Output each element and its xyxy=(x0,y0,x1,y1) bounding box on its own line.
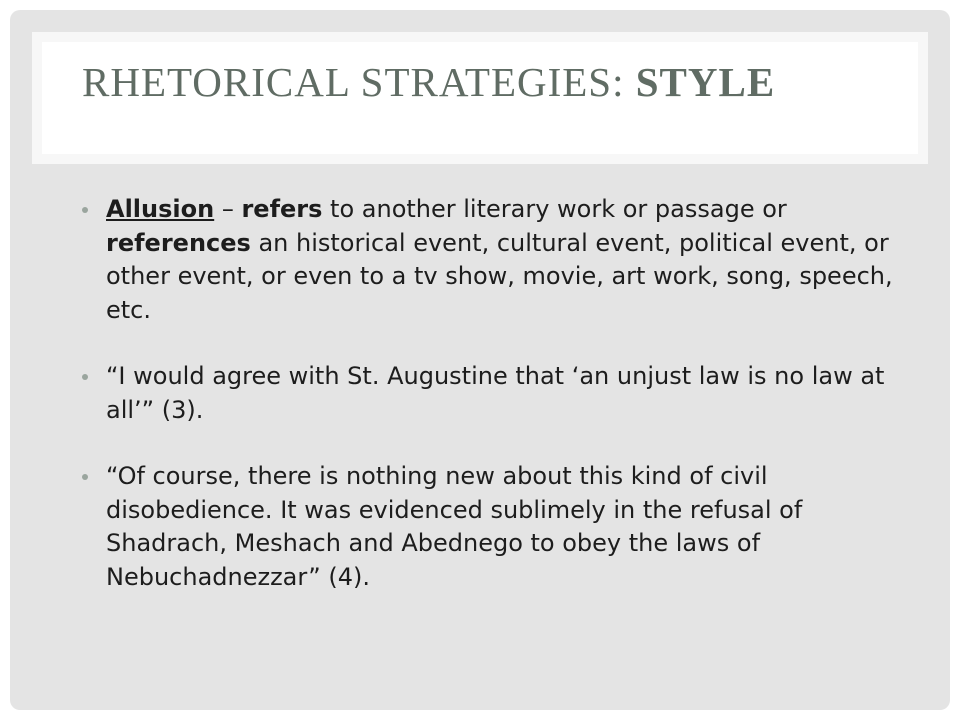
keyword-refers: refers xyxy=(241,195,323,223)
title-prefix: RHETORICAL STRATEGIES: xyxy=(82,59,636,105)
slide xyxy=(10,10,950,710)
quote-text: “I would agree with St. Augustine that ‘an unjust law is no law at all’” (3). xyxy=(106,362,885,424)
bullet-dot-icon xyxy=(82,474,88,480)
bullet-list xyxy=(82,193,902,594)
keyword-references: references xyxy=(106,228,251,257)
bullet-dot-icon xyxy=(82,374,88,380)
bullet-dot-icon xyxy=(82,207,88,213)
bullet-text: to another literary work or passage or xyxy=(322,195,787,223)
bullet-text: an historical event, cultural event, political event, or other event, or even to a tv show, movie, art work, song, speech, etc. xyxy=(106,228,893,324)
bullet-item-quote-augustine xyxy=(82,360,902,427)
term-allusion: Allusion xyxy=(106,195,215,223)
bullet-text: – xyxy=(214,195,242,223)
bullet-item-quote-disobedience xyxy=(82,460,902,594)
quote-text: “Of course, there is nothing new about this kind of civil disobedience. It was evidenced sublimely in the refusal of Shadrach, Meshach and Abednego to obey the laws of Nebuchadnezzar” (4). xyxy=(106,462,803,591)
slide-title xyxy=(82,58,775,106)
title-emphasis: STYLE xyxy=(635,59,776,105)
bullet-item-allusion xyxy=(82,193,902,327)
